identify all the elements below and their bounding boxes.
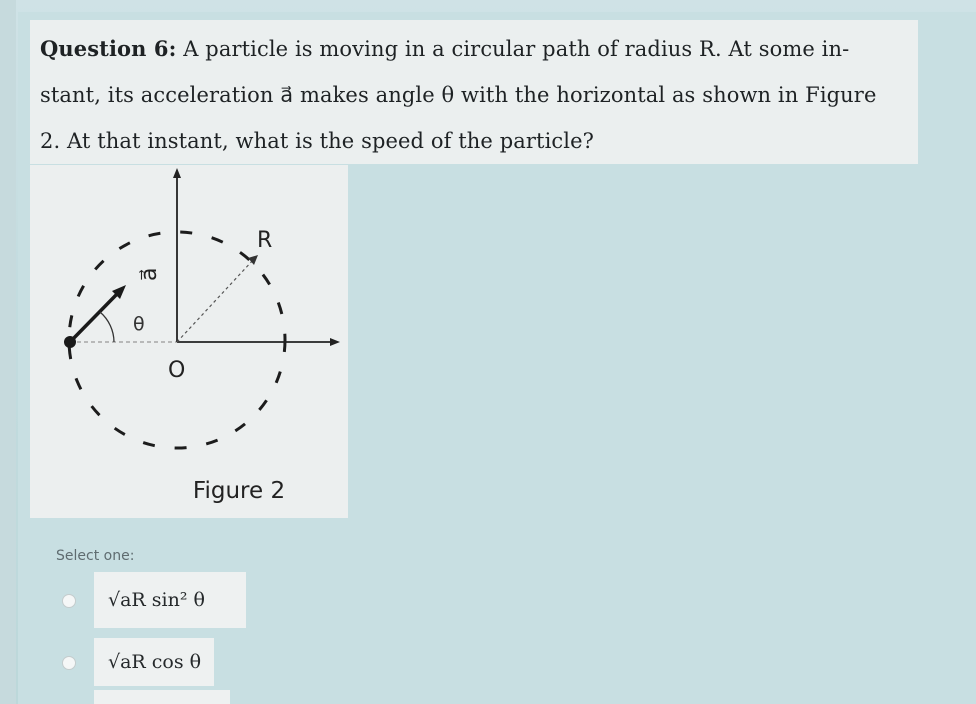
radio-option-1[interactable]	[62, 594, 76, 608]
x-axis-arrowhead	[330, 338, 340, 346]
label-R: R	[257, 228, 273, 253]
question-number: Question 6:	[40, 36, 177, 61]
left-strip	[0, 0, 16, 704]
option-2-text[interactable]: √aR cos θ	[94, 638, 214, 686]
figure-caption-text: Figure 2	[192, 478, 286, 504]
figure-2	[30, 165, 348, 518]
question-box	[30, 20, 918, 164]
question-line-3: 2. At that instant, what is the speed of the particle?	[40, 129, 594, 153]
question-line-2: stant, its acceleration a⃗ makes angle θ with the horizontal as shown in Figure	[40, 83, 877, 107]
y-axis-arrowhead	[173, 168, 181, 178]
option-1-text[interactable]: √aR sin² θ	[94, 572, 246, 628]
radio-option-2[interactable]	[62, 656, 76, 670]
radius-line	[177, 259, 254, 342]
question-line-1	[40, 26, 906, 72]
angle-arc	[100, 312, 114, 342]
acceleration-vector	[70, 293, 118, 342]
figure-caption	[30, 478, 348, 504]
label-origin: O	[168, 358, 186, 383]
label-a: a⃗	[137, 267, 162, 281]
select-one-label: Select one:	[56, 548, 135, 564]
option-3-partial[interactable]	[94, 690, 230, 704]
label-theta: θ	[133, 313, 145, 335]
question-text-1: A particle is moving in a circular path of radius R. At some in-	[183, 37, 850, 61]
circle-diagram	[30, 165, 348, 518]
